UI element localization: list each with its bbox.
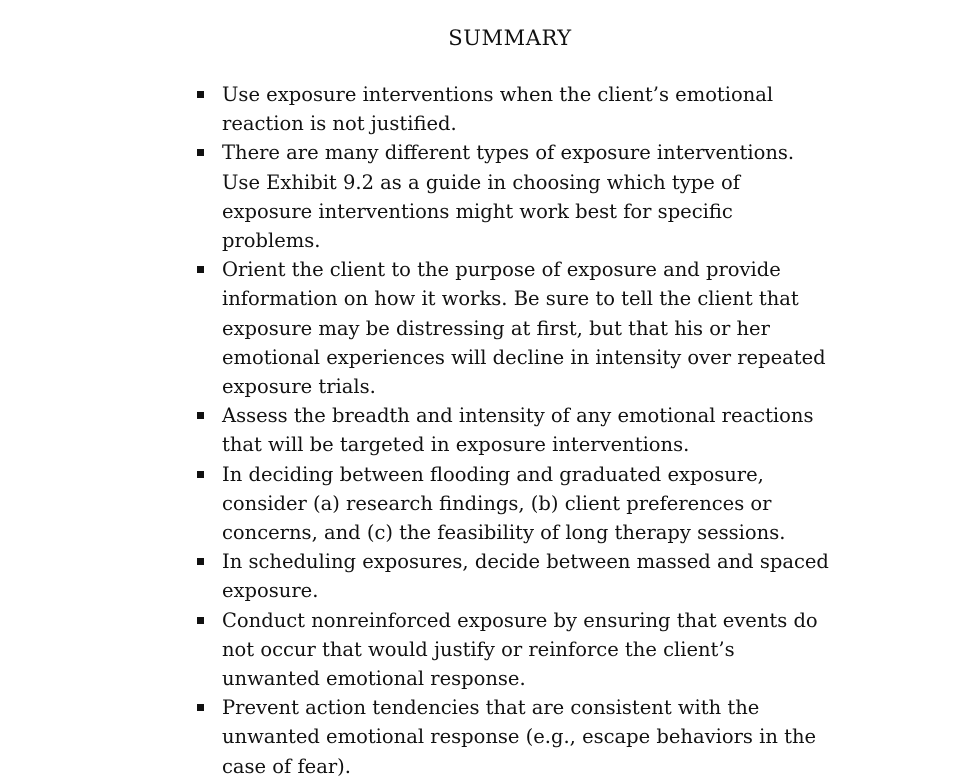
list-item [190,547,830,605]
list-item [190,138,830,255]
bullet-text: There are many different types of exposure interventions. Use Exhibit 9.2 as a guide in choosing which type of exposure interventions might work best for specific problems. [222,141,795,253]
bullet-text: Conduct nonreinforced exposure by ensuring that events do not occur that would justify or reinforce the client’s unwanted emotional response. [222,608,818,691]
bullet-square-icon [197,617,204,624]
page-title: SUMMARY [448,26,572,50]
bullet-square-icon [197,471,204,478]
bullet-square-icon [197,91,204,98]
bullet-text: In deciding between flooding and graduated exposure, consider (a) research findings, (b) client preferences or concerns, and (c) the feasibility of long therapy sessions. [222,462,786,545]
bullet-text: Assess the breadth and intensity of any emotional reactions that will be targeted in exposure interventions. [222,404,814,457]
list-item [190,255,830,401]
list-item [190,460,830,548]
list-item [190,693,830,781]
list-item [190,80,830,138]
bullet-square-icon [197,266,204,273]
bullet-text: Use exposure interventions when the client’s emotional reaction is not justified. [222,83,774,136]
bullet-square-icon [197,149,204,156]
list-item [190,606,830,694]
list-item [190,401,830,459]
bullet-square-icon [197,558,204,565]
summary-list [190,80,830,781]
bullet-text: Prevent action tendencies that are consistent with the unwanted emotional response (e.g., escape behaviors in the case of fear). [222,696,817,778]
bullet-text: Orient the client to the purpose of exposure and provide information on how it works. Be sure to tell the client that exposure may be distressing at first, but that his or her emotional experiences will decline in intensity over repeated exposure trials. [222,258,826,399]
bullet-square-icon [197,704,204,711]
bullet-square-icon [197,412,204,419]
bullet-text: In scheduling exposures, decide between massed and spaced exposure. [222,550,829,603]
